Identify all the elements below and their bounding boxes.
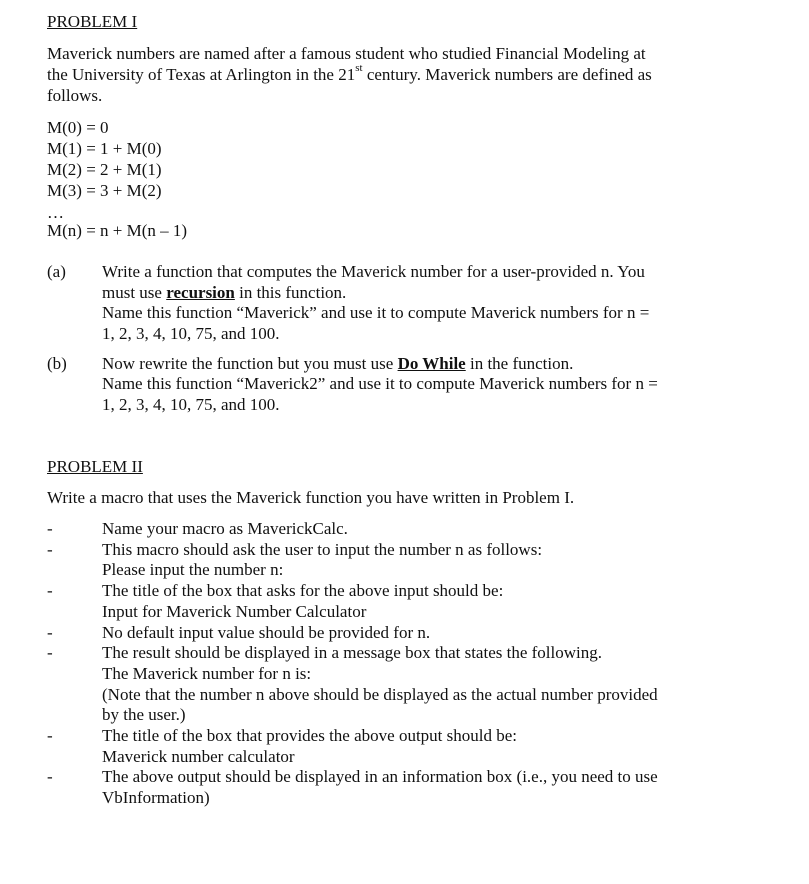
- intro-line-3: follows.: [47, 86, 103, 105]
- problem2-intro: Write a macro that uses the Maverick function you have written in Problem I.: [47, 488, 575, 507]
- part-b-label: (b): [47, 354, 67, 373]
- problem1-heading: PROBLEM I: [47, 12, 138, 31]
- equation-m3: M(3) = 3 + M(2): [47, 181, 162, 200]
- equation-ellipsis: …: [47, 203, 64, 222]
- problem2-line: The result should be displayed in a message box that states the following.: [102, 643, 602, 662]
- bullet-dash: -: [47, 519, 53, 538]
- intro-line-1: Maverick numbers are named after a famous student who studied Financial Modeling at: [47, 44, 646, 63]
- bullet-dash: -: [47, 643, 53, 662]
- problem2-line: The title of the box that asks for the above input should be:: [102, 581, 504, 600]
- problem2-line: No default input value should be provided for n.: [102, 623, 431, 642]
- problem2-line: (Note that the number n above should be displayed as the actual number provided: [102, 685, 658, 704]
- part-a-line-1: Write a function that computes the Maverick number for a user-provided n. You: [102, 262, 645, 281]
- part-b-line-1: Now rewrite the function but you must use Do While in the function.: [102, 354, 574, 373]
- bullet-dash: -: [47, 623, 53, 642]
- bullet-dash: -: [47, 581, 53, 600]
- problem2-line: The title of the box that provides the above output should be:: [102, 726, 517, 745]
- part-b-line-3: 1, 2, 3, 4, 10, 75, and 100.: [102, 395, 280, 414]
- intro-line-2: the University of Texas at Arlington in the 21st century. Maverick numbers are defined as: [47, 62, 652, 84]
- bullet-dash: -: [47, 726, 53, 745]
- part-a-line-2: must use recursion in this function.: [102, 283, 347, 302]
- bullet-dash: -: [47, 767, 53, 786]
- equation-m0: M(0) = 0: [47, 118, 109, 137]
- problem2-line: The above output should be displayed in an information box (i.e., you need to use: [102, 767, 658, 786]
- problem2-line: VbInformation): [102, 788, 210, 807]
- problem2-line: Maverick number calculator: [102, 747, 295, 766]
- equation-m1: M(1) = 1 + M(0): [47, 139, 162, 158]
- do-while-keyword: Do While: [397, 354, 466, 373]
- problem2-line: Please input the number n:: [102, 560, 284, 579]
- equation-m2: M(2) = 2 + M(1): [47, 160, 162, 179]
- problem2-line: This macro should ask the user to input the number n as follows:: [102, 540, 543, 559]
- problem2-line: The Maverick number for n is:: [102, 664, 312, 683]
- recursion-keyword: recursion: [166, 283, 235, 302]
- part-a-line-4: 1, 2, 3, 4, 10, 75, and 100.: [102, 324, 280, 343]
- problem2-line: by the user.): [102, 705, 186, 724]
- part-a-line-3: Name this function “Maverick” and use it to compute Maverick numbers for n =: [102, 303, 650, 322]
- part-b-line-2: Name this function “Maverick2” and use it to compute Maverick numbers for n =: [102, 374, 658, 393]
- equation-mn: M(n) = n + M(n – 1): [47, 221, 188, 240]
- part-a-label: (a): [47, 262, 66, 281]
- bullet-dash: -: [47, 540, 53, 559]
- problem2-line: Name your macro as MaverickCalc.: [102, 519, 348, 538]
- problem2-line: Input for Maverick Number Calculator: [102, 602, 367, 621]
- problem2-heading: PROBLEM II: [47, 457, 143, 476]
